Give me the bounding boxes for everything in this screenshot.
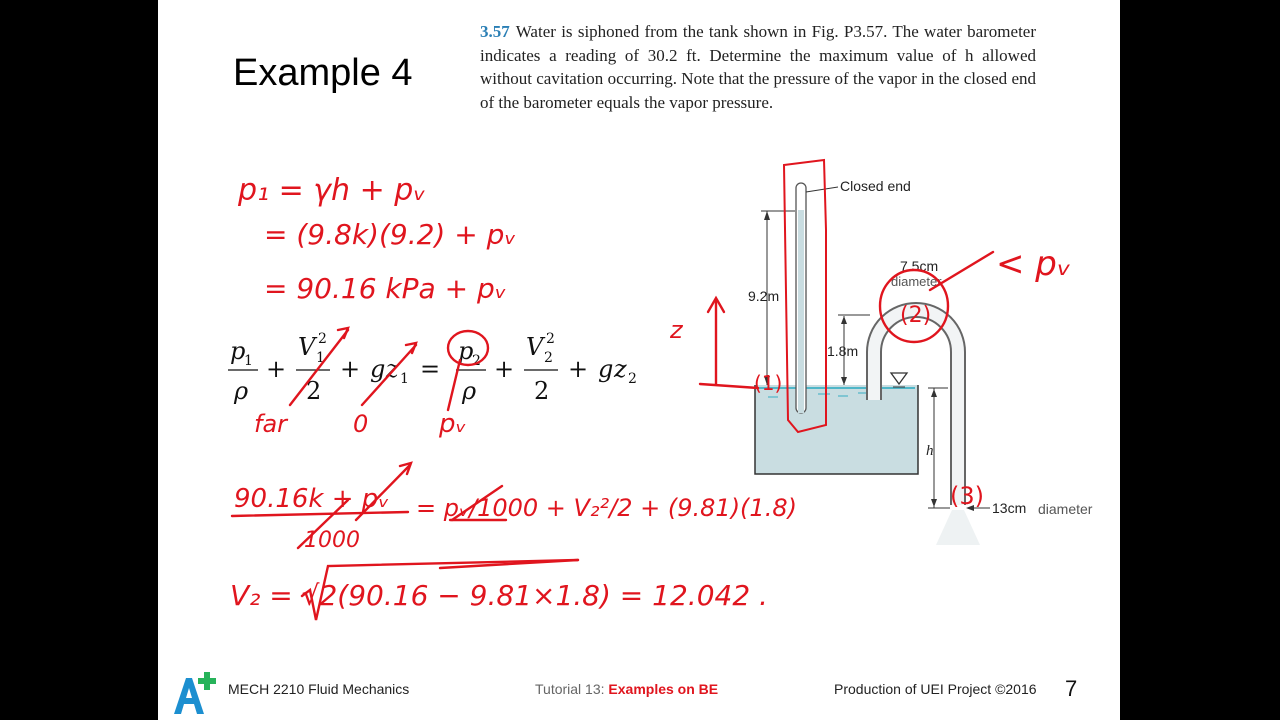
- hw-z-label: z: [670, 316, 683, 344]
- hw-line-3: = 90.16 kPa + pᵥ: [264, 272, 507, 305]
- hw-under-far: far: [254, 410, 288, 438]
- hw-v2-line: V₂ = √2(90.16 − 9.81×1.8) = 12.042 .: [230, 579, 768, 612]
- eq-p1: p: [230, 337, 246, 365]
- svg-text:1: 1: [244, 353, 253, 369]
- barometer-column: [798, 210, 804, 413]
- height-9-2-label: 9.2m: [748, 288, 780, 304]
- diameter-word-top: diameter: [891, 274, 942, 289]
- closed-end-label: Closed end: [840, 178, 911, 194]
- svg-text:1: 1: [400, 371, 409, 387]
- tank-water: [755, 385, 918, 474]
- svg-text:2: 2: [544, 350, 553, 366]
- svg-text:2: 2: [306, 377, 322, 405]
- hw-point-1: (1): [754, 371, 783, 395]
- hw-eq-numerator: 90.16k + pᵥ: [234, 484, 390, 514]
- footer-production: Production of UEI Project ©2016: [834, 681, 1037, 697]
- footer-tutorial: Tutorial 13: Examples on BE: [535, 681, 719, 697]
- svg-text:g: g: [370, 355, 386, 383]
- hw-eq-denominator: 1000: [304, 528, 360, 553]
- svg-text:2: 2: [534, 377, 550, 405]
- footer-tutorial-title: Examples on BE: [608, 681, 719, 697]
- eq-rho1: ρ: [234, 377, 249, 405]
- hw-pv-top: < pᵥ: [996, 244, 1072, 284]
- slide-artwork: [158, 0, 1120, 720]
- free-surface-symbol: [891, 373, 907, 384]
- svg-text:2: 2: [546, 331, 555, 347]
- svg-text:+: +: [266, 355, 287, 383]
- svg-text:2: 2: [318, 331, 327, 347]
- handwriting: [230, 173, 1071, 612]
- eq-v2: V: [526, 333, 544, 361]
- hw-under-pv: pᵥ: [439, 409, 467, 439]
- siphon-figure: [748, 178, 1093, 545]
- eq-z2: z: [614, 355, 627, 383]
- outlet-jet: [936, 510, 980, 545]
- hw-eq-rhs: = pᵥ/1000 + V₂²/2 + (9.81)(1.8): [416, 494, 797, 522]
- svg-text:=: =: [420, 355, 441, 383]
- hw-under-zero: 0: [353, 410, 369, 438]
- height-1-8-label: 1.8m: [827, 343, 859, 359]
- hw-line-2: = (9.8k)(9.2) + pᵥ: [264, 218, 517, 251]
- page-number: 7: [1065, 676, 1078, 701]
- eq-v1: V: [298, 333, 316, 361]
- slide-title: Example 4: [233, 52, 413, 94]
- hw-point-2: (2): [900, 303, 932, 328]
- hw-line-1: p₁ = γh + pᵥ: [238, 173, 426, 208]
- svg-text:+: +: [340, 355, 361, 383]
- h-label: h: [926, 443, 934, 459]
- svg-text:+: +: [494, 355, 515, 383]
- diameter-7-5-label: 7.5cm: [900, 258, 939, 274]
- svg-text:2: 2: [628, 371, 637, 387]
- svg-text:2: 2: [472, 353, 481, 369]
- problem-number: 3.57: [480, 22, 510, 41]
- svg-text:1: 1: [316, 350, 325, 366]
- bernoulli-equation: [228, 331, 637, 405]
- slide: [158, 0, 1120, 720]
- footer-course: MECH 2210 Fluid Mechanics: [228, 681, 410, 697]
- eq-z1: z: [386, 355, 399, 383]
- problem-text: Water is siphoned from the tank shown in Fig. P3.57. The water barometer indicates a reading of 30.2 ft. Determine the maximum value of h allowed without cavitation occurring. Note that the pressure of the vapor in the closed end of the barometer equals the vapor pressure.: [480, 22, 1036, 112]
- eq-p2: p: [458, 337, 474, 365]
- uei-logo-icon: [170, 670, 218, 716]
- svg-text:g: g: [598, 355, 614, 383]
- diameter-13-label: 13cm: [992, 500, 1027, 516]
- diameter-word-bottom: diameter: [1038, 501, 1093, 517]
- svg-text:+: +: [568, 355, 589, 383]
- hw-point-3: (3): [950, 482, 984, 510]
- svg-text:ρ: ρ: [462, 377, 477, 405]
